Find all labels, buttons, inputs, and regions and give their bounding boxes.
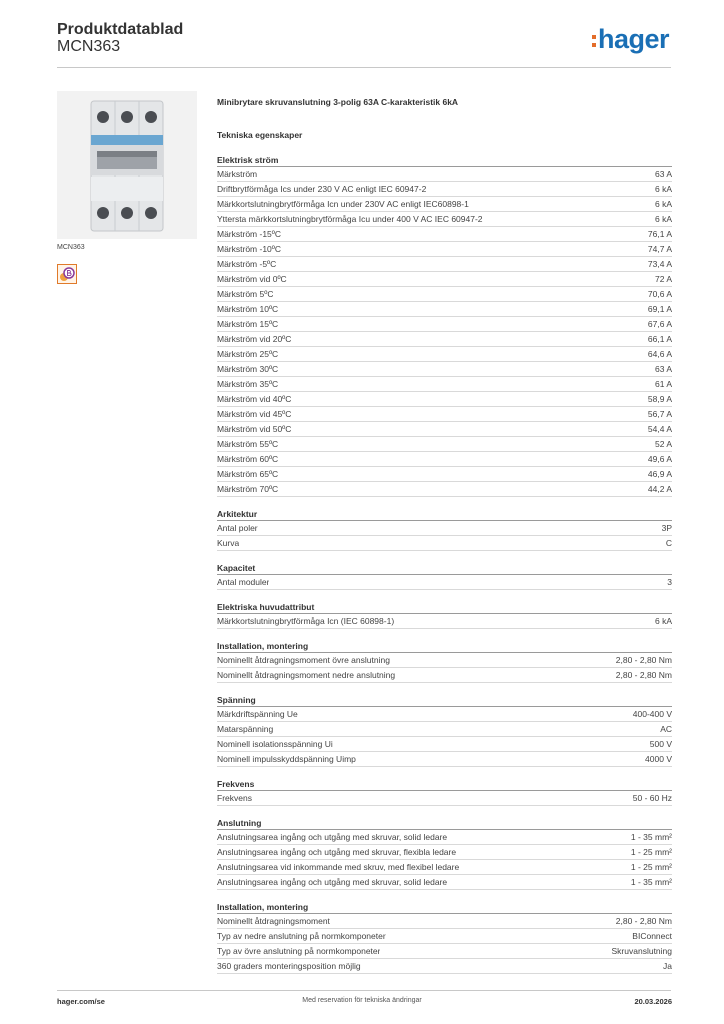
spec-label: Märkström 5ºC — [217, 289, 274, 299]
spec-row — [217, 302, 672, 317]
spec-value: 72 A — [654, 274, 672, 284]
spec-row — [217, 377, 672, 392]
spec-row — [217, 614, 672, 629]
spec-row — [217, 242, 672, 257]
spec-label: Märkström 30ºC — [217, 364, 279, 374]
spec-label: Yttersta märkkortslutningbrytförmåga Icu under 400 V AC IEC 60947-2 — [217, 214, 483, 224]
spec-value: 54,4 A — [647, 424, 672, 434]
section-title: Spänning — [217, 694, 672, 707]
spec-row — [217, 317, 672, 332]
spec-label: Nominellt åtdragningsmoment — [217, 916, 330, 926]
spec-row — [217, 182, 672, 197]
spec-label: Typ av nedre anslutning på normkomponeter — [217, 931, 386, 941]
logo-dots-icon — [592, 35, 597, 49]
spec-value: 500 V — [649, 739, 672, 749]
spec-value: 6 kA — [654, 214, 672, 224]
spec-label: 360 graders monteringsposition möjlig — [217, 961, 361, 971]
spec-label: Märkkortslutningbrytförmåga Icn (IEC 60898-1) — [217, 616, 395, 626]
spec-value: 63 A — [654, 169, 672, 179]
spec-label: Märkström 65ºC — [217, 469, 279, 479]
spec-value: 400-400 V — [632, 709, 672, 719]
spec-value: 44,2 A — [647, 484, 672, 494]
spec-section — [217, 817, 672, 890]
circuit-breaker-icon — [57, 91, 197, 239]
spec-value: 1 - 25 mm² — [630, 862, 672, 872]
spec-label: Anslutningsarea ingång och utgång med skruvar, flexibla ledare — [217, 847, 457, 857]
spec-value: 70,6 A — [647, 289, 672, 299]
spec-value: 6 kA — [654, 199, 672, 209]
spec-row — [217, 959, 672, 974]
spec-label: Märkström vid 50ºC — [217, 424, 292, 434]
spec-label: Märkström 15ºC — [217, 319, 279, 329]
spec-value: BIConnect — [632, 931, 672, 941]
spec-label: Märkström 60ºC — [217, 454, 279, 464]
spec-row — [217, 914, 672, 929]
section-title: Elektriska huvudattribut — [217, 601, 672, 614]
spec-section — [217, 778, 672, 806]
spec-value: Ja — [663, 961, 672, 971]
spec-value: 69,1 A — [647, 304, 672, 314]
spec-value: 1 - 35 mm² — [630, 877, 672, 887]
spec-value: 2,80 - 2,80 Nm — [615, 670, 672, 680]
spec-label: Märkström vid 45ºC — [217, 409, 292, 419]
spec-section — [217, 694, 672, 767]
spec-value: 63 A — [654, 364, 672, 374]
spec-row — [217, 347, 672, 362]
spec-row — [217, 392, 672, 407]
spec-row — [217, 437, 672, 452]
image-caption: MCN363 — [57, 244, 85, 251]
technical-features-heading: Tekniska egenskaper — [217, 130, 303, 140]
spec-row — [217, 944, 672, 959]
spec-label: Typ av övre anslutning på normkomponeter — [217, 946, 381, 956]
spec-row — [217, 287, 672, 302]
spec-value: 58,9 A — [647, 394, 672, 404]
spec-row — [217, 212, 672, 227]
section-title: Installation, montering — [217, 640, 672, 653]
spec-value: 3P — [661, 523, 672, 533]
spec-row — [217, 257, 672, 272]
spec-row — [217, 791, 672, 806]
spec-section — [217, 562, 672, 590]
spec-value: 1 - 25 mm² — [630, 847, 672, 857]
spec-label: Märkström vid 40ºC — [217, 394, 292, 404]
spec-row — [217, 362, 672, 377]
spec-section — [217, 640, 672, 683]
product-image — [57, 91, 197, 239]
spec-value: C — [665, 538, 672, 548]
product-reference: MCN363 — [57, 38, 121, 55]
logo-text: hager — [598, 24, 670, 54]
spec-label: Frekvens — [217, 793, 252, 803]
spec-label: Antal moduler — [217, 577, 270, 587]
spec-sections — [217, 154, 672, 974]
spec-label: Nominell impulsskyddspänning Uimp — [217, 754, 356, 764]
spec-row — [217, 875, 672, 890]
spec-row — [217, 929, 672, 944]
spec-row — [217, 722, 672, 737]
spec-value: 6 kA — [654, 184, 672, 194]
header-divider — [57, 67, 671, 68]
spec-value: 50 - 60 Hz — [632, 793, 672, 803]
footer-divider — [57, 990, 671, 991]
spec-label: Märkkortslutningbrytförmåga Icn under 230V AC enligt IEC60898-1 — [217, 199, 469, 209]
footer-disclaimer: Med reservation för tekniska ändringar — [302, 997, 422, 1004]
spec-label: Märkström — [217, 169, 258, 179]
spec-label: Märkström 35ºC — [217, 379, 279, 389]
footer-website[interactable]: hager.com/se — [57, 997, 105, 1006]
spec-label: Matarspänning — [217, 724, 274, 734]
spec-label: Anslutningsarea ingång och utgång med skruvar, solid ledare — [217, 877, 448, 887]
spec-row — [217, 536, 672, 551]
spec-row — [217, 167, 672, 182]
spec-row — [217, 467, 672, 482]
spec-value: 74,7 A — [647, 244, 672, 254]
section-title: Installation, montering — [217, 901, 672, 914]
spec-row — [217, 845, 672, 860]
spec-section — [217, 601, 672, 629]
spec-label: Märkdriftspänning Ue — [217, 709, 298, 719]
section-title: Elektrisk ström — [217, 154, 672, 167]
spec-row — [217, 227, 672, 242]
spec-value: 56,7 A — [647, 409, 672, 419]
spec-row — [217, 737, 672, 752]
spec-row — [217, 452, 672, 467]
spec-row — [217, 830, 672, 845]
spec-value: 64,6 A — [647, 349, 672, 359]
spec-value: 4000 V — [645, 754, 672, 764]
spec-value: 49,6 A — [647, 454, 672, 464]
spec-label: Anslutningsarea vid inkommande med skruv, med flexibel ledare — [217, 862, 460, 872]
product-description: Minibrytare skruvanslutning 3-polig 63A C-karakteristik 6kA — [217, 97, 459, 107]
document-title: Produktdatablad — [57, 21, 184, 38]
spec-section — [217, 508, 672, 551]
spec-value: 2,80 - 2,80 Nm — [615, 655, 672, 665]
spec-label: Märkström 10ºC — [217, 304, 279, 314]
spec-value: 1 - 35 mm² — [630, 832, 672, 842]
spec-label: Nominell isolationsspänning Ui — [217, 739, 333, 749]
spec-row — [217, 752, 672, 767]
spec-label: Nominellt åtdragningsmoment övre anslutning — [217, 655, 390, 665]
spec-value: Skruvanslutning — [611, 946, 672, 956]
spec-value: 52 A — [654, 439, 672, 449]
spec-label: Antal poler — [217, 523, 258, 533]
spec-row — [217, 653, 672, 668]
spec-label: Kurva — [217, 538, 240, 548]
spec-value: 3 — [667, 577, 672, 587]
spec-section — [217, 154, 672, 497]
spec-value: 67,6 A — [647, 319, 672, 329]
spec-row — [217, 575, 672, 590]
spec-row — [217, 860, 672, 875]
spec-label: Nominellt åtdragningsmoment nedre anslutning — [217, 670, 396, 680]
spec-label: Driftbrytförmåga Ics under 230 V AC enligt IEC 60947-2 — [217, 184, 427, 194]
spec-label: Märkström vid 0ºC — [217, 274, 287, 284]
spec-row — [217, 422, 672, 437]
spec-row — [217, 482, 672, 497]
spec-label: Märkström vid 20ºC — [217, 334, 292, 344]
spec-label: Märkström -15ºC — [217, 229, 282, 239]
spec-label: Märkström 70ºC — [217, 484, 279, 494]
spec-label: Märkström -5ºC — [217, 259, 277, 269]
spec-value: 61 A — [654, 379, 672, 389]
spec-value: 46,9 A — [647, 469, 672, 479]
section-title: Frekvens — [217, 778, 672, 791]
spec-row — [217, 707, 672, 722]
hager-logo[interactable] — [592, 26, 682, 60]
spec-row — [217, 407, 672, 422]
spec-row — [217, 521, 672, 536]
spec-row — [217, 668, 672, 683]
spec-row — [217, 332, 672, 347]
spec-value: 2,80 - 2,80 Nm — [615, 916, 672, 926]
spec-section — [217, 901, 672, 974]
spec-value: 66,1 A — [647, 334, 672, 344]
spec-row — [217, 272, 672, 287]
section-title: Anslutning — [217, 817, 672, 830]
spec-value: 76,1 A — [647, 229, 672, 239]
footer-date: 20.03.2026 — [634, 997, 672, 1006]
certification-badge — [57, 264, 77, 284]
section-title: Arkitektur — [217, 508, 672, 521]
spec-value: 73,4 A — [647, 259, 672, 269]
spec-row — [217, 197, 672, 212]
product-badge-icon — [57, 264, 77, 284]
spec-label: Anslutningsarea ingång och utgång med skruvar, solid ledare — [217, 832, 448, 842]
spec-value: AC — [660, 724, 672, 734]
spec-value: 6 kA — [654, 616, 672, 626]
product-details — [217, 96, 672, 974]
spec-label: Märkström 55ºC — [217, 439, 279, 449]
spec-label: Märkström 25ºC — [217, 349, 279, 359]
spec-label: Märkström -10ºC — [217, 244, 282, 254]
section-title: Kapacitet — [217, 562, 672, 575]
